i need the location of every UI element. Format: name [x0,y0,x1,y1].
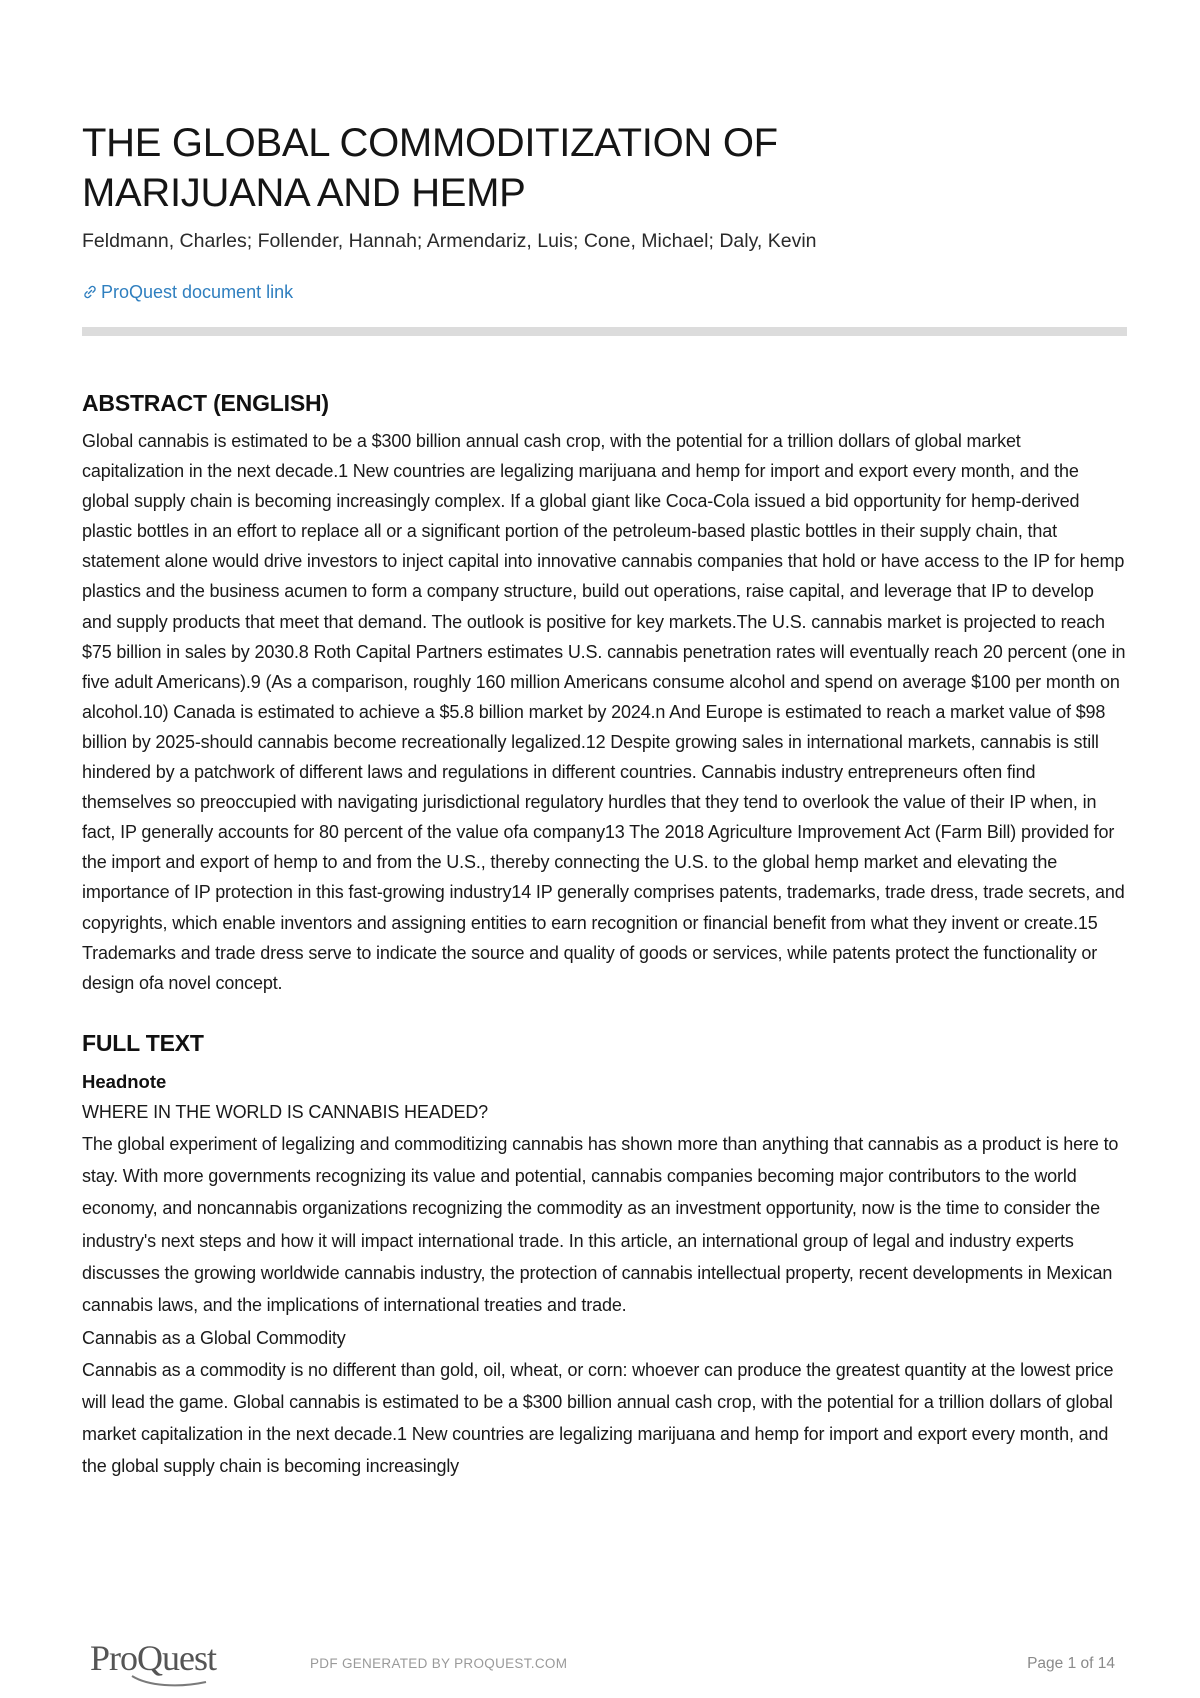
headnote-label: Headnote [82,1070,167,1092]
link-label: ProQuest document link [101,282,294,302]
logo-wordmark: ProQuest [90,1638,216,1678]
fulltext-paragraph-1: The global experiment of legalizing and commoditizing cannabis has shown more than anything that cannabis as a product is here to stay. With more governments recognizing its value and potential, cannabis companies becoming major contributors to the world economy, and noncannabis organizations recognizing the commodity as an investment opportunity, now is the time to consider the industry's next steps and how it will impact international trade. In this article, an international group of legal and industry experts discusses the growing worldwide cannabis industry, the protection of cannabis intellectual property, recent developments in Mexican cannabis laws, and the implications of international treaties and trade. [82,1133,1119,1316]
page-footer [0,1620,1200,1698]
generated-by-text: PDF GENERATED BY PROQUEST.COM [310,1656,568,1671]
headnote-title: WHERE IN THE WORLD IS CANNABIS HEADED? [82,1101,489,1122]
section-title: Cannabis as a Global Commodity [82,1327,346,1348]
document-title [82,118,1127,218]
fulltext-paragraph-2: Cannabis as a commodity is no different than gold, oil, wheat, or corn: whoever can produce the greatest quantity at the lowest price will lead the game. Global cannabis is estimated to be a $300 billion annual cash crop, with the potential for a trillion dollars of global market capitalization in the next decade.1 New countries are legalizing marijuana and hemp for import and export every month, and the global supply chain is becoming increasingly [82,1359,1114,1477]
abstract-heading: ABSTRACT (ENGLISH) [82,390,329,416]
proquest-logo [88,1632,248,1690]
proquest-document-link[interactable] [82,280,293,304]
header-divider [82,327,1127,336]
title-line-2: MARIJUANA AND HEMP [82,171,526,215]
fulltext-heading: FULL TEXT [82,1029,204,1056]
authors: Feldmann, Charles; Follender, Hannah; Armendariz, Luis; Cone, Michael; Daly, Kevin [82,230,817,252]
abstract-text: Global cannabis is estimated to be a $300 billion annual cash crop, with the potential for a trillion dollars of global market capitalization in the next decade.1 New countries are legalizing marijuana and hemp for import and export every month, and the global supply chain is becoming increasingly complex. If a global giant like Coca-Cola issued a bid opportunity for hemp-derived plastic bottles in an effort to replace all or a significant portion of the petroleum-based plastic bottles in their supply chain, that statement alone would drive investors to inject capital into innovative cannabis companies that hold or have access to the IP for hemp plastics and the business acumen to form a company structure, build out operations, raise capital, and leverage that IP to develop and supply products that meet that demand. The outlook is positive for key markets.The U.S. cannabis market is projected to reach $75 billion in sales by 2030.8 Roth Capital Partners estimates U.S. cannabis penetration rates will eventually reach 20 percent (one in five adult Americans).9 (As a comparison, roughly 160 million Americans consume alcohol and spend on average $100 per month on alcohol.10) Canada is estimated to achieve a $5.8 billion market by 2024.n And Europe is estimated to reach a market value of $98 billion by 2025-should cannabis become recreationally legalized.12 Despite growing sales in international markets, cannabis is still hindered by a patchwork of different laws and regulations in different countries. Cannabis industry entrepreneurs often find themselves so preoccupied with navigating jurisdictional regulatory hurdles that they tend to overlook the value of their IP when, in fact, IP generally accounts for 80 percent of the value ofa company13 The 2018 Agriculture Improvement Act (Farm Bill) provided for the import and export of hemp to and from the U.S., thereby connecting the U.S. to the global hemp market and elevating the importance of IP protection in this fast-growing industry14 IP generally comprises patents, trademarks, trade dress, trade secrets, and copyrights, which enable inventors and assigning entities to earn recognition or financial benefit from what they invent or create.15 Trademarks and trade dress serve to indicate the source and quality of goods or services, while patents protect the functionality or design ofa novel concept. [82,431,1126,993]
document-page [82,118,1127,1483]
page-number: Page 1 of 14 [1027,1655,1115,1672]
link-icon [82,284,98,300]
title-line-1: THE GLOBAL COMMODITIZATION OF [82,121,778,165]
